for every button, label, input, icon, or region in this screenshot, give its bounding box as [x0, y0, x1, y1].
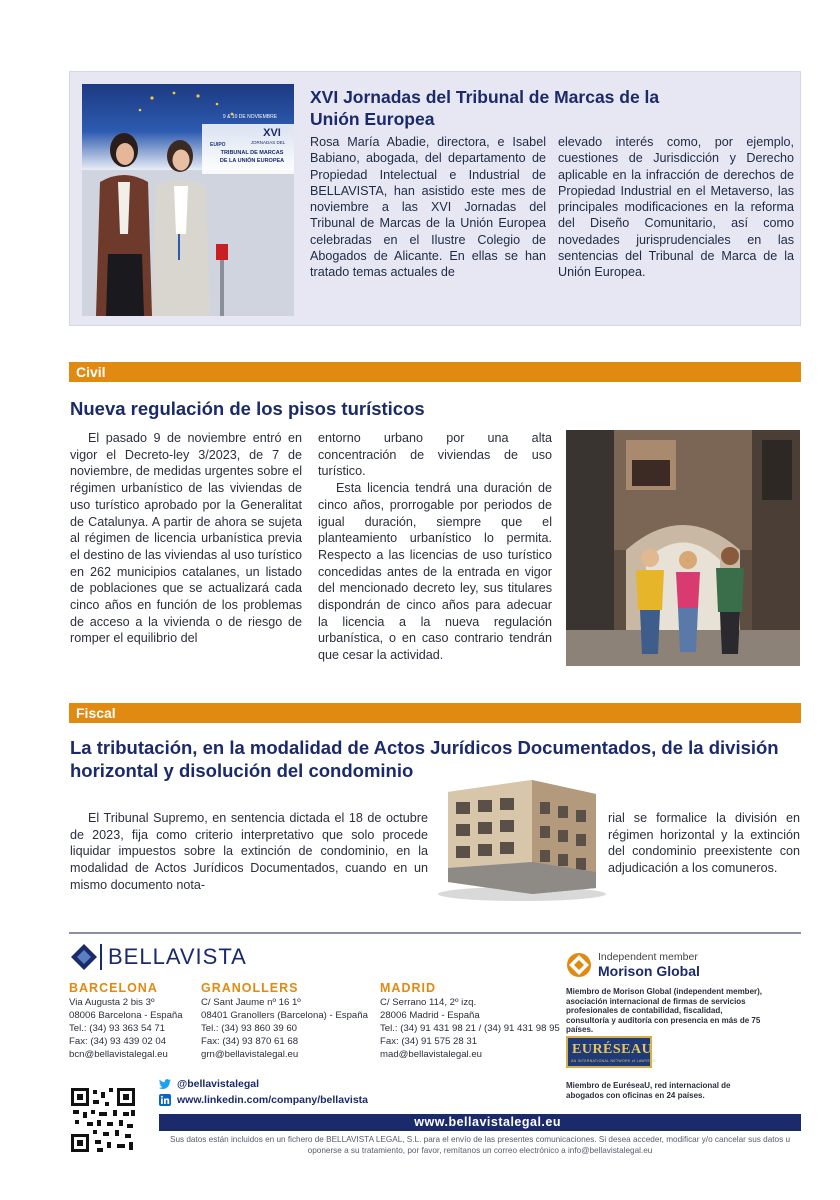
office-line: Tel.: (34) 91 431 98 21 / (34) 91 431 98 95 — [380, 1023, 560, 1034]
office-city: MADRID — [380, 981, 436, 995]
section-bar-civil — [69, 362, 801, 382]
morison-logo-icon — [566, 952, 592, 978]
twitter-icon — [159, 1079, 171, 1089]
office-line: C/ Sant Jaume nº 16 1º — [201, 997, 301, 1008]
civil-col-2 — [318, 430, 552, 664]
linkedin-link[interactable] — [159, 1094, 368, 1106]
screen-dates: 9 & 10 DE NOVIEMBRE — [222, 114, 278, 120]
fiscal-col-1: El Tribunal Supremo, en sentencia dictada el 18 de octubre de 2023, fija como criterio interpretativo que solo procede liquidar impuestos sobre la extinción de condominio, en la modalidad de Actos Jurídicos Documentados, cuando en un mismo documento nota- — [70, 811, 428, 892]
brand-name: BELLAVISTA — [108, 944, 247, 969]
website-bar[interactable] — [159, 1114, 801, 1131]
eureseau-description: Miembro de EuréseaU, red internacional de abogados con oficinas en 24 países. — [566, 1081, 731, 1100]
office-city: GRANOLLERS — [201, 981, 299, 995]
office-email-link[interactable]: mad@bellavistalegal.eu — [380, 1049, 483, 1060]
event-photo-illustration — [82, 84, 294, 316]
news-title: XVI Jornadas del Tribunal de Marcas de la Unión Europea — [310, 87, 660, 129]
civil-col-2-paragraph: Esta licencia tendrá una duración de cinco años, prorrogable por periodos de igual duración, siempre que el planteamiento urbanístico lo permita. Respecto a las licencias de uso turístico concedidas antes de la entrada en vigor del mencionado decreto ley, sus titulares dispondrán de cinco años para adecuar la licencia a la nueva regulación urbanística, o en caso contrario tendrán que cesar la actividad. — [318, 481, 552, 663]
screen-roman: XVI — [263, 127, 281, 139]
twitter-handle: @bellavistalegal — [177, 1078, 260, 1090]
civil-col-2-continued: entorno urbano por una alta concentración de viviendas de uso turístico. — [318, 431, 552, 479]
section-label-civil: Civil — [76, 364, 106, 380]
office-line: Fax: (34) 91 575 28 31 — [380, 1036, 478, 1047]
office-email-link[interactable]: grn@bellavistalegal.eu — [201, 1049, 299, 1060]
office-line: C/ Serrano 114, 2º izq. — [380, 997, 477, 1008]
fiscal-title: La tributación, en la modalidad de Actos Jurídicos Documentados, de la división horizontal y disolución del condominio — [70, 737, 779, 781]
civil-col-1: El pasado 9 de noviembre entró en vigor el Decreto-ley 3/2023, de 7 de noviembre, de medidas urgentes sobre el régimen urbanístico de las viviendas de uso turístico aprobado por la Generalitat de Catalunya. A partir de ahora se sujeta al régimen de licencia urbanística previa el destino de las viviendas al uso turístico en 262 municipios catalanes, un listado de poblaciones que se actualizará cada cinco años en función de los problemas de acceso a la vivienda o de riesgo de romper el equilibrio del — [70, 431, 302, 646]
news-col-2: elevado interés como, por ejemplo, cuestiones de Jurisdicción y Derecho aplicable en la infracción de derechos de Propiedad Industrial en el Metaverso, las principales modificaciones en la reforma del Diseño Comunitario, así como novedades jurisprudenciales en las sentencias del Tribunal de Marca de la Unión Europea. — [558, 135, 794, 280]
office-line: 08006 Barcelona - España — [69, 1010, 183, 1021]
office-madrid — [380, 982, 560, 1061]
office-line: Fax: (34) 93 439 02 04 — [69, 1036, 167, 1047]
eureseau-name: EURÉSEAU — [572, 1042, 653, 1057]
section-label-fiscal: Fiscal — [76, 705, 116, 721]
screen-line2: DE LA UNIÓN EUROPEA — [219, 158, 285, 164]
screen-line1: TRIBUNAL DE MARCAS — [220, 150, 284, 156]
eureseau-tagline: AN INTERNATIONAL NETWORK of LAWYERS — [571, 1059, 656, 1063]
event-photo — [82, 84, 294, 316]
eureseau-logo — [566, 1036, 656, 1068]
office-email-link[interactable]: bcn@bellavistalegal.eu — [69, 1049, 168, 1060]
office-city: BARCELONA — [69, 981, 158, 995]
screen-brand: EUIPO — [210, 142, 226, 148]
street-photo — [566, 430, 800, 666]
civil-title: Nueva regulación de los pisos turísticos — [70, 398, 425, 419]
office-line: Tel.: (34) 93 363 54 71 — [69, 1023, 166, 1034]
linkedin-url: www.linkedin.com/company/bellavista — [177, 1094, 368, 1106]
legal-notice: Sus datos están incluidos en un fichero de BELLAVISTA LEGAL, S.L. para el envío de las presentes comunicaciones. Si desea acceder, modificar y/o cancelar sus datos u oponerse a su tratamiento, por favor, remítanos un correo electrónico a info@bellavistalegal.eu — [169, 1135, 791, 1155]
office-barcelona — [69, 982, 183, 1061]
office-line: 08401 Granollers (Barcelona) - España — [201, 1010, 368, 1021]
morison-subtitle: Independent member — [598, 951, 698, 963]
office-line: Fax: (34) 93 870 61 68 — [201, 1036, 299, 1047]
office-line: Tel.: (34) 93 860 39 60 — [201, 1023, 298, 1034]
news-box — [69, 71, 801, 326]
office-line: 28006 Madrid - España — [380, 1010, 480, 1021]
screen-label: JORNADAS DEL — [250, 140, 286, 145]
office-granollers — [201, 982, 368, 1061]
qr-code[interactable] — [69, 1086, 137, 1154]
news-col-1: Rosa María Abadie, directora, e Isabel Babiano, abogada, del departamento de Propiedad Intelectual e Industrial de BELLAVISTA, han asistido este mes de noviembre a las XVI Jornadas del Tribunal de Marcas de la Unión Europea celebradas en el Ilustre Colegio de Abogados de Alicante. En ellas se han tratado temas actuales de — [310, 135, 546, 280]
building-icon — [436, 772, 608, 902]
linkedin-icon — [159, 1094, 171, 1106]
office-line: Via Augusta 2 bis 3º — [69, 997, 155, 1008]
fiscal-col-2: rial se formalice la división en régimen horizontal y la extinción del condominio preexistente con adjudicación a los comuneros. — [608, 811, 800, 876]
morison-description: Miembro de Morison Global (independent member), asociación internacional de firmas de servicios profesionales de contabilidad, fiscalidad, consultoría y auditoría con presencia en más de 75 países. — [566, 987, 763, 1035]
bellavista-logo-icon — [69, 942, 103, 972]
morison-name: Morison Global — [598, 963, 700, 979]
street-photo-illustration — [566, 430, 800, 666]
twitter-link[interactable] — [159, 1078, 259, 1090]
footer-divider — [69, 932, 801, 934]
building-illustration — [436, 772, 608, 902]
website-url[interactable]: www.bellavistalegal.eu — [414, 1115, 561, 1129]
section-bar-fiscal — [69, 703, 801, 723]
